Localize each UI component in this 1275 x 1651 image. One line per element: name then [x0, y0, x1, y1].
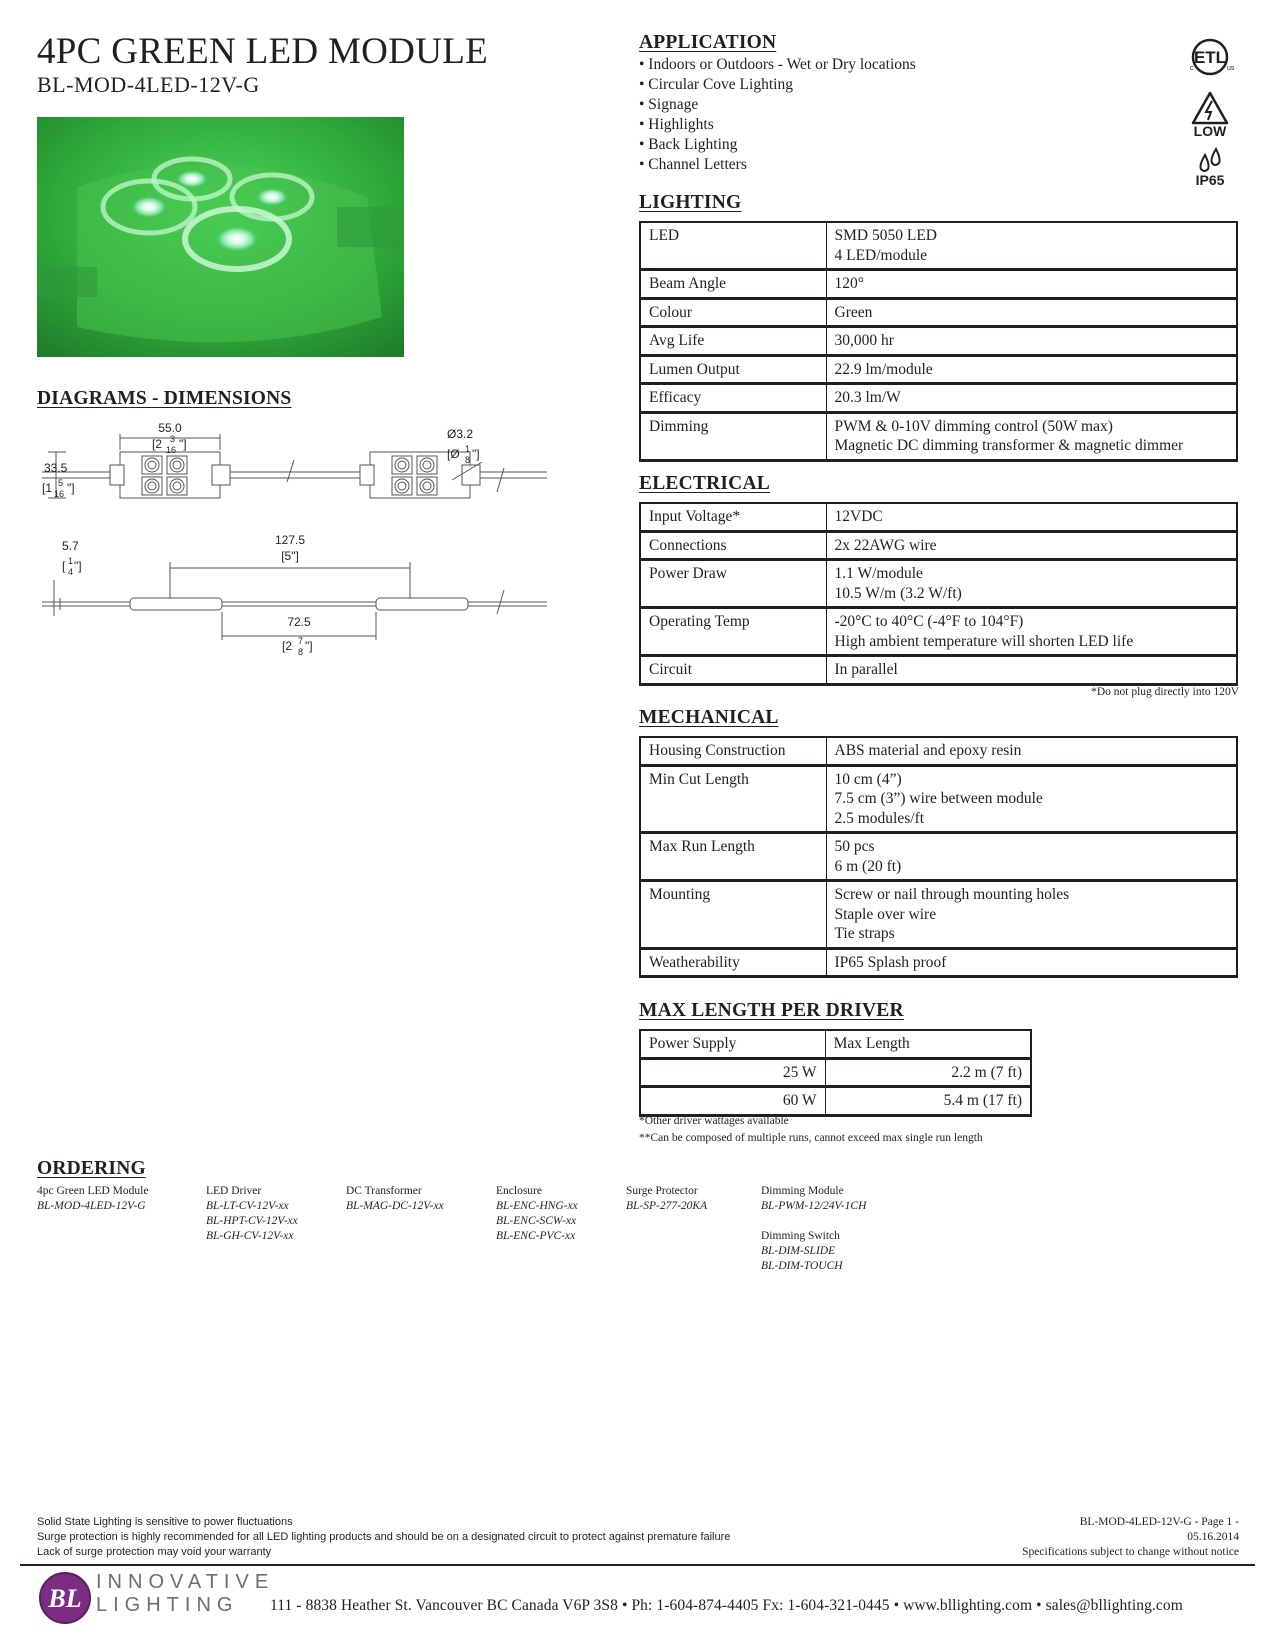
svg-text:16: 16 — [54, 489, 65, 499]
svg-text:1: 1 — [465, 444, 471, 454]
max-length-col-header: Max Length — [825, 1030, 1031, 1058]
spec-value-line: PWM & 0-10V dimming control (50W max) — [834, 417, 1113, 435]
spec-label: Weatherability — [640, 948, 826, 977]
application-item: • Back Lighting — [639, 136, 738, 153]
svg-text:8: 8 — [465, 455, 471, 465]
spec-value — [826, 765, 1237, 833]
spec-value-line: Tie straps — [834, 925, 895, 942]
spec-label: Avg Life — [640, 327, 826, 356]
spec-row — [640, 270, 1237, 299]
product-photo — [37, 117, 404, 357]
ordering-part: BL-SP-277-20KA — [626, 1200, 708, 1212]
svg-text:55.0: 55.0 — [158, 421, 182, 435]
spec-value-line: Magnetic DC dimming transformer & magnetic dimmer — [834, 437, 1184, 454]
spec-row — [640, 355, 1237, 384]
spec-value — [826, 737, 1237, 765]
spec-value-line: ABS material and epoxy resin — [834, 742, 1022, 759]
spec-value-line: 120° — [834, 275, 864, 292]
spec-row — [640, 608, 1237, 656]
svg-text:[1: [1 — [42, 481, 53, 495]
page-reference: BL-MOD-4LED-12V-G - Page 1 - — [1079, 1516, 1239, 1528]
max-length-supply: 60 W — [640, 1087, 825, 1116]
lighting-table — [639, 221, 1238, 462]
disclaimer: Specifications subject to change without notice — [1022, 1546, 1239, 1558]
svg-text:127.5: 127.5 — [274, 533, 306, 547]
spec-value-line: 10 cm (4”) — [834, 770, 902, 788]
spec-label: Min Cut Length — [640, 765, 826, 833]
spec-value-line: 22.9 lm/module — [834, 360, 933, 378]
revision-date: 05.16.2014 — [1187, 1531, 1239, 1543]
spec-label: Housing Construction — [640, 737, 826, 765]
spec-label: Mounting — [640, 881, 826, 949]
spec-value-line: SMD 5050 LED — [834, 227, 937, 244]
svg-text:33.5: 33.5 — [44, 461, 68, 475]
spec-value — [826, 881, 1237, 949]
application-list — [639, 55, 916, 175]
brand-name — [96, 1571, 274, 1617]
spec-value-line: In parallel — [834, 661, 898, 678]
svg-text:Ø3.2: Ø3.2 — [447, 427, 474, 441]
application-item: • Indoors or Outdoors - Wet or Dry locations — [639, 56, 916, 73]
spec-value — [826, 298, 1237, 327]
ordering-part: BL-ENC-SCW-xx — [496, 1215, 577, 1227]
spec-value — [826, 608, 1237, 656]
brand-line: LIGHTING — [96, 1594, 239, 1616]
ordering-column — [346, 1184, 444, 1214]
spec-row — [640, 531, 1237, 560]
svg-text:"]: "] — [305, 639, 313, 653]
svg-text:72.5: 72.5 — [287, 615, 311, 629]
svg-text:4: 4 — [68, 567, 74, 577]
ordering-part: BL-PWM-12/24V-1CH — [761, 1200, 867, 1212]
low-voltage-icon — [1184, 90, 1236, 143]
ordering-part: BL-MAG-DC-12V-xx — [346, 1200, 444, 1212]
ordering-part: BL-ENC-PVC-xx — [496, 1230, 576, 1242]
spec-row — [640, 412, 1237, 460]
surge-warning — [37, 1515, 730, 1560]
spec-value — [826, 412, 1237, 460]
mechanical-table — [639, 736, 1238, 978]
ordering-title: DC Transformer — [346, 1185, 422, 1197]
electrical-note: *Do not plug directly into 120V — [1091, 686, 1239, 698]
spec-value — [826, 560, 1237, 608]
brand-line: INNOVATIVE — [96, 1571, 275, 1593]
spec-label: Operating Temp — [640, 608, 826, 656]
warning-line: Lack of surge protection may void your warranty — [37, 1546, 272, 1558]
spec-label: Dimming — [640, 412, 826, 460]
svg-text:[2: [2 — [152, 437, 163, 451]
ordering-part: BL-GH-CV-12V-xx — [206, 1230, 294, 1242]
product-model: BL-MOD-4LED-12V-G — [37, 72, 260, 97]
spec-value — [826, 355, 1237, 384]
company-address: 111 - 8838 Heather St. Vancouver BC Canada V6P 3S8 • Ph: 1-604-874-4405 Fx: 1-604-321-0445 • www.bllighting.com • sales@bllighting.com — [270, 1597, 1183, 1614]
product-title: 4PC GREEN LED MODULE — [37, 31, 489, 72]
ordering-title: Enclosure — [496, 1185, 542, 1197]
application-item: • Circular Cove Lighting — [639, 76, 793, 93]
svg-text:BL: BL — [48, 1584, 82, 1613]
spec-value-line: 10.5 W/m (3.2 W/ft) — [834, 584, 962, 602]
ordering-part: BL-DIM-SLIDE — [761, 1245, 836, 1257]
page-info — [1022, 1515, 1239, 1560]
warning-line: Surge protection is highly recommended for all LED lighting products and should be on a designated circuit to protect against premature failure — [37, 1531, 731, 1543]
max-length-value: 5.4 m (17 ft) — [825, 1087, 1031, 1116]
ordering-part: BL-HPT-CV-12V-xx — [206, 1215, 298, 1227]
svg-text:7: 7 — [298, 636, 304, 646]
ordering-part: BL-ENC-HNG-xx — [496, 1200, 578, 1212]
ordering-title: Dimming Module — [761, 1185, 844, 1197]
spec-label: Max Run Length — [640, 833, 826, 881]
svg-text:"]: "] — [67, 481, 75, 495]
spec-row — [640, 384, 1237, 413]
lighting-heading: LIGHTING — [639, 192, 742, 213]
svg-text:"]: "] — [472, 447, 480, 461]
spec-value-line: -20°C to 40°C (-4°F to 104°F) — [834, 613, 1024, 630]
svg-text:16: 16 — [166, 445, 177, 455]
ordering-heading: ORDERING — [37, 1158, 146, 1179]
ordering-title: Surge Protector — [626, 1185, 698, 1197]
spec-row — [640, 298, 1237, 327]
svg-text:IP65: IP65 — [1195, 172, 1225, 187]
spec-row — [640, 881, 1237, 949]
spec-value-line: IP65 Splash proof — [834, 953, 947, 971]
mechanical-heading: MECHANICAL — [639, 707, 779, 728]
spec-label: Input Voltage* — [640, 503, 826, 531]
ordering-part: BL-DIM-TOUCH — [761, 1260, 843, 1272]
ordering-title: 4pc Green LED Module — [37, 1185, 149, 1197]
spec-value-line: 7.5 cm (3”) wire between module — [834, 790, 1043, 807]
dimension-diagram — [42, 420, 552, 665]
spec-row — [640, 765, 1237, 833]
spec-value-line: High ambient temperature will shorten LED life — [834, 632, 1134, 650]
spec-value-line: 12VDC — [834, 508, 883, 525]
spec-value-line: 1.1 W/module — [834, 565, 923, 582]
spec-value — [826, 384, 1237, 413]
max-length-note: **Can be composed of multiple runs, cannot exceed max single run length — [639, 1132, 983, 1144]
svg-text:LOW: LOW — [1193, 123, 1227, 138]
svg-text:[Ø: [Ø — [447, 447, 460, 461]
spec-value-line: 2x 22AWG wire — [834, 536, 937, 554]
ordering-column — [496, 1184, 578, 1244]
ordering-title: LED Driver — [206, 1185, 262, 1197]
spec-value — [826, 948, 1237, 977]
max-length-heading: MAX LENGTH PER DRIVER — [639, 1000, 904, 1021]
application-item: • Channel Letters — [639, 156, 747, 173]
electrical-heading: ELECTRICAL — [639, 473, 770, 494]
spec-value — [826, 833, 1237, 881]
svg-text:ETL: ETL — [1193, 48, 1227, 67]
spec-label: Connections — [640, 531, 826, 560]
spec-label: Circuit — [640, 656, 826, 685]
svg-text:us: us — [1227, 65, 1235, 72]
spec-value-line: Screw or nail through mounting holes — [834, 886, 1070, 903]
ordering-title: Dimming Switch — [761, 1230, 840, 1242]
spec-value-line: 2.5 modules/ft — [834, 809, 925, 827]
spec-value-line: 4 LED/module — [834, 246, 928, 264]
max-length-note: *Other driver wattages available — [639, 1115, 789, 1127]
ordering-part: BL-MOD-4LED-12V-G — [37, 1200, 146, 1212]
spec-value — [826, 222, 1237, 270]
svg-text:c: c — [1190, 65, 1194, 72]
ordering-column — [761, 1184, 866, 1274]
spec-label: Lumen Output — [640, 355, 826, 384]
spec-value — [826, 270, 1237, 299]
svg-text:[: [ — [62, 559, 66, 573]
svg-text:"]: "] — [179, 437, 187, 451]
spec-label: LED — [640, 222, 826, 270]
spec-row — [640, 560, 1237, 608]
spec-row — [640, 222, 1237, 270]
spec-label: Beam Angle — [640, 270, 826, 299]
spec-value-line: Staple over wire — [834, 905, 937, 923]
spec-value-line: 50 pcs — [834, 838, 875, 855]
spec-value-line: 6 m (20 ft) — [834, 857, 902, 875]
spec-value-line: Green — [834, 303, 873, 321]
spec-row — [640, 737, 1237, 765]
spec-row — [640, 948, 1237, 977]
ordering-column — [206, 1184, 298, 1244]
ordering-column — [37, 1184, 148, 1214]
electrical-table — [639, 502, 1238, 686]
spec-row — [640, 656, 1237, 685]
spec-value — [826, 531, 1237, 560]
spec-value-line: 30,000 hr — [834, 332, 894, 349]
ordering-part: BL-LT-CV-12V-xx — [206, 1200, 289, 1212]
application-item: • Signage — [639, 96, 699, 113]
svg-text:5: 5 — [58, 478, 64, 488]
spec-value — [826, 656, 1237, 685]
application-item: • Highlights — [639, 116, 714, 133]
max-length-value: 2.2 m (7 ft) — [825, 1058, 1031, 1087]
diagrams-heading: DIAGRAMS - DIMENSIONS — [37, 388, 292, 409]
spec-label: Colour — [640, 298, 826, 327]
svg-text:[5"]: [5"] — [281, 549, 299, 563]
max-length-col-header: Power Supply — [640, 1030, 825, 1058]
svg-text:"]: "] — [74, 559, 82, 573]
spec-row — [640, 327, 1237, 356]
spec-label: Power Draw — [640, 560, 826, 608]
footer-divider — [20, 1564, 1255, 1566]
warning-line: Solid State Lighting is sensitive to power fluctuations — [37, 1516, 293, 1528]
svg-text:3: 3 — [170, 434, 176, 444]
svg-text:8: 8 — [298, 647, 304, 657]
spec-label: Efficacy — [640, 384, 826, 413]
etl-listed-icon — [1184, 36, 1236, 83]
application-heading: APPLICATION — [639, 32, 777, 53]
spec-row — [640, 833, 1237, 881]
spec-value-line: 20.3 lm/W — [834, 389, 901, 406]
spec-value — [826, 503, 1237, 531]
ip65-drops-icon — [1184, 145, 1236, 192]
bl-logo — [38, 1571, 92, 1630]
spec-row — [640, 503, 1237, 531]
svg-text:5.7: 5.7 — [62, 539, 79, 553]
max-length-supply: 25 W — [640, 1058, 825, 1087]
max-length-table — [639, 1029, 1032, 1117]
ordering-column — [626, 1184, 707, 1214]
svg-text:[2: [2 — [282, 639, 293, 653]
spec-value — [826, 327, 1237, 356]
svg-text:1: 1 — [68, 556, 74, 566]
